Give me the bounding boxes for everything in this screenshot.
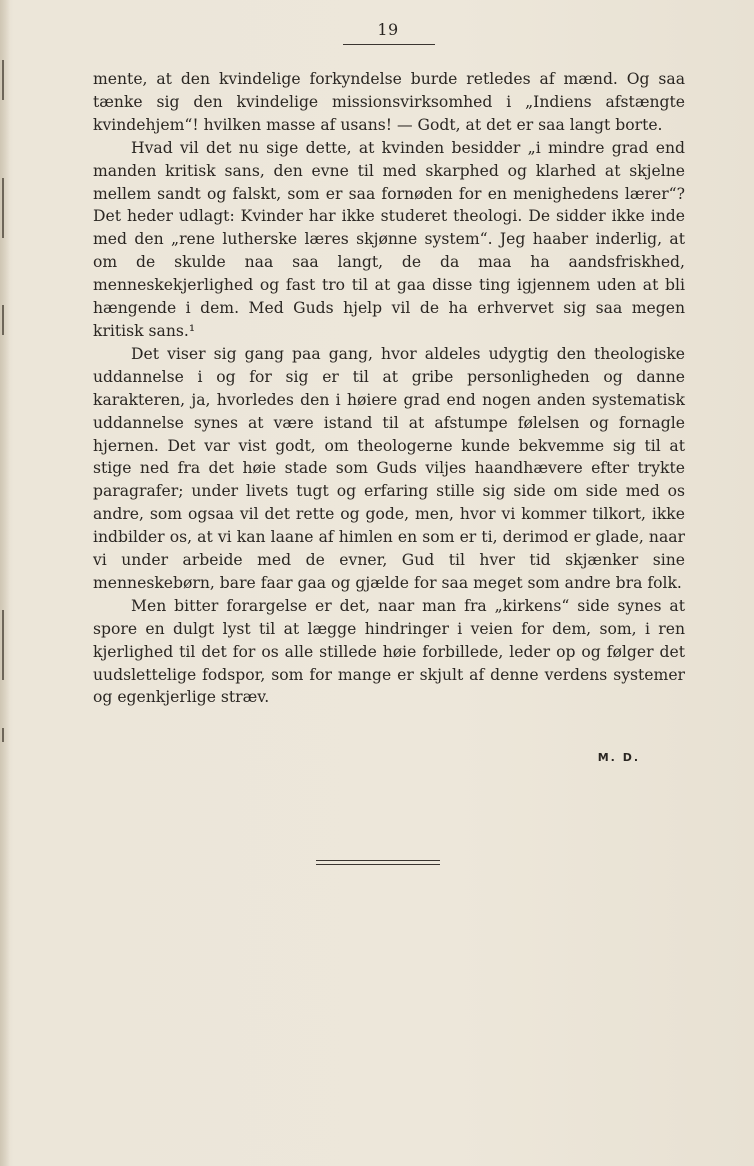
paragraph: Det viser sig gang paa gang, hvor aldeles udygtig den theologiske uddannelse i og for sig er til at gribe personligheden og danne karakteren, ja, hvorledes den i høiere grad end nogen anden systematisk uddannelse synes at være istand til at afstumpe følelsen og fornagle hjernen. Det var vist godt, om theologerne kunde bekvemme sig til at stige ned fra det høie stade som Guds viljes haandhævere efter trykte paragrafer; under livets tugt og erfaring stille sig side om side med os andre, som ogsaa vil det rette og gode, men, hvor vi kommer tilkort, ikke indbilder os, at vi kan laane af himlen en som er ti, derimod er glade, naar vi under arbeide med de evner, Gud til hver tid skjænker sine menneskebørn, bare faar gaa og gjælde for saa meget som andre bra folk. (93, 344, 685, 592)
paragraph: Men bitter forargelse er det, naar man fra „kirkens“ side synes at spore en dulgt lyst til at lægge hindringer i veien for dem, som, i ren kjerlighed til det for os alle stillede høie forbillede, leder op og følger det uudslettelige fodspor, som for mange er skjult af denne verdens systemer og egenkjerlige stræv. (93, 596, 685, 707)
margin-mark (2, 60, 4, 100)
paragraph: Hvad vil det nu sige dette, at kvinden besidder „i mindre grad end manden kritisk sans, den evne til med skarphed og klarhed at skjelne mellem sandt og falskt, som er saa fornøden for en menighedens lærer“? Det heder udlagt: Kvinder har ikke studeret theologi. De sidder ikke inde med den „rene lutherske læres skjønne system“. Jeg haaber inderlig, at om de skulde naa saa langt, de da maa ha aandsfriskhed, menneskekjerlighed og fast tro til at gaa disse ting igjennem uden at bli hængende i dem. Med Guds hjelp vil de ha erhvervet sig saa megen kritisk sans.¹ (93, 138, 685, 340)
margin-mark (2, 305, 4, 335)
author-signature: M. D. (597, 751, 640, 764)
page-number: 19 (377, 20, 399, 39)
end-rule (316, 860, 440, 861)
paragraph: mente, at den kvindelige forkyndelse burde retledes af mænd. Og saa tænke sig den kvindelige missionsvirksomhed i „Indiens afstængte kvindehjem“! hvilken masse af usans! — Godt, at det er saa langt borte. (93, 70, 685, 134)
binding-shadow (0, 0, 10, 1166)
end-rule (316, 864, 440, 865)
margin-mark (2, 728, 4, 742)
margin-mark (2, 178, 4, 238)
header-rule (343, 44, 435, 45)
margin-mark (2, 610, 4, 680)
body-text (93, 68, 685, 709)
